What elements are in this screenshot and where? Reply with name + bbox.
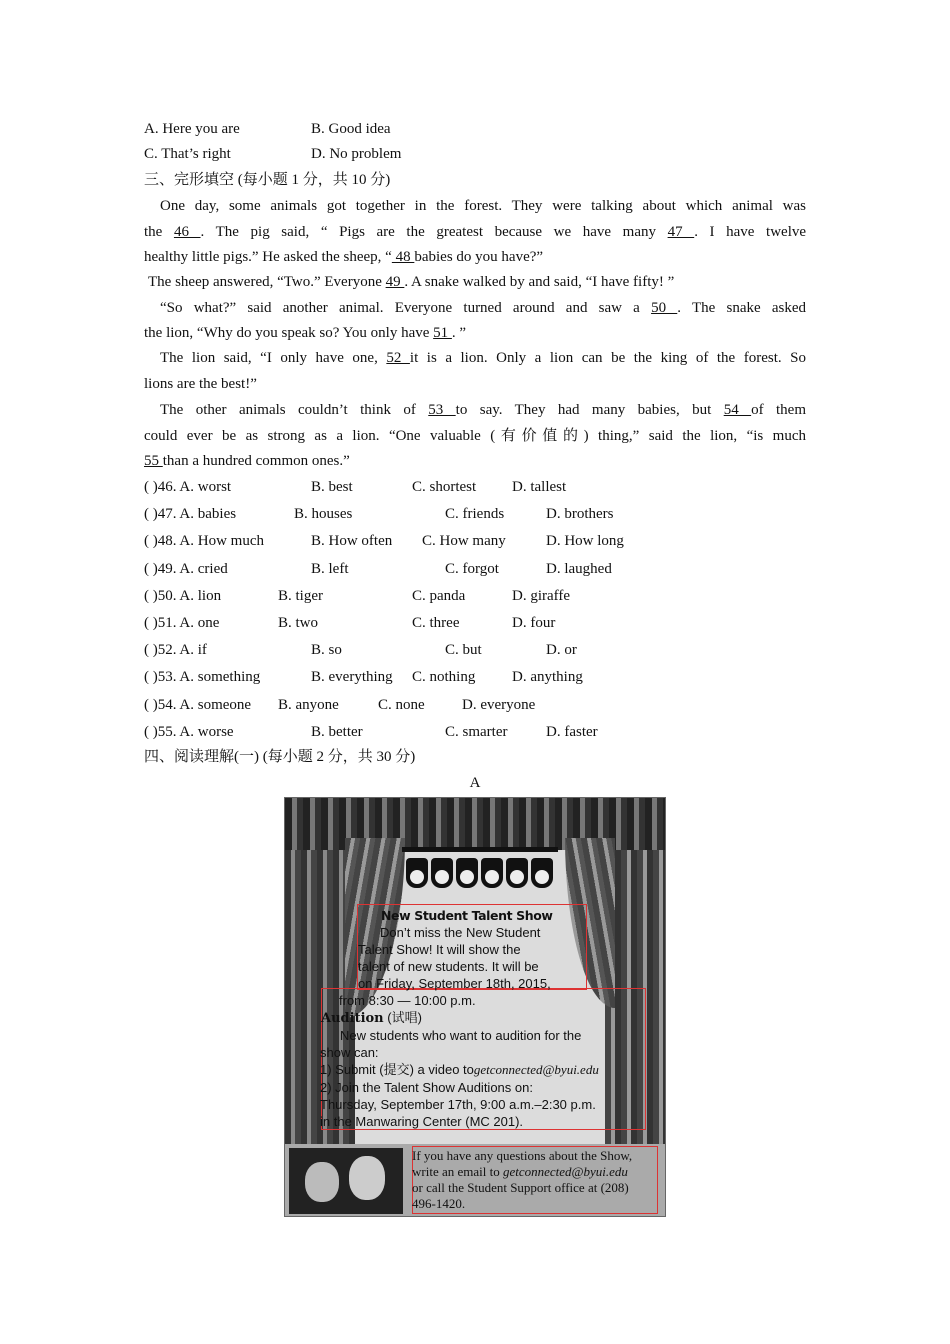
question-50-option-b: B. tiger <box>278 587 323 604</box>
blank-51: 51 <box>433 325 452 341</box>
question-49-option-a: ( )49. A. cried <box>144 560 228 577</box>
passage-letter: A <box>469 775 481 791</box>
question-54-option-c: C. none <box>378 696 425 713</box>
question-46-option-a: ( )46. A. worst <box>144 479 232 495</box>
question-52-option-c: C. but <box>445 642 482 659</box>
question-53-option-b: B. everything <box>311 669 393 686</box>
audition-line1: New students who want to audition for the <box>340 1028 582 1043</box>
blank-49: 49 <box>385 274 405 290</box>
blank-46: 46 <box>173 224 201 240</box>
passage-line-9: The other animals couldn’t think of 53 to say. They had many babies, but 54 of them <box>160 402 806 418</box>
passage-line-7: The lion said, “I only have one, 52 it is a lion. Only a lion can be the king of the forest. So <box>160 350 806 366</box>
question-47-option-b: B. houses <box>294 506 353 523</box>
blank-54: 54 <box>723 402 752 418</box>
passage-line-5: “So what?” said another animal. Everyone turned around and saw a 50 . The snake asked <box>160 300 807 316</box>
passage-line-2: the 46 . The pig said, “ Pigs are the greatest because we have many 47 . I have twelve <box>144 224 807 240</box>
question-51-option-c: C. three <box>412 615 460 631</box>
question-51-option-b: B. two <box>278 615 319 631</box>
question-46-option-c: C. shortest <box>412 479 477 495</box>
question-46-option-d: D. tallest <box>512 479 567 495</box>
question-54-option-a: ( )54. A. someone <box>144 696 252 713</box>
question-54-option-b: B. anyone <box>278 696 339 713</box>
audition-line5: Thursday, September 17th, 9:00 a.m.–2:30 p.m. <box>320 1097 596 1112</box>
passage-line-3: healthy little pigs.” He asked the sheep, “ 48 babies do you have?” <box>144 249 544 265</box>
question-52-option-a: ( )52. A. if <box>144 642 207 659</box>
poster-p1-line1: Don’t miss the New Student <box>380 925 541 940</box>
question-53-option-d: D. anything <box>512 669 583 686</box>
blank-55: 55 <box>144 453 163 469</box>
question-47-option-d: D. brothers <box>546 506 614 523</box>
section3-title: 三、完形填空 (每小题 1 分，共 10 分) <box>144 172 391 188</box>
talent-show-poster <box>284 797 666 1217</box>
muppets-photo <box>289 1148 403 1214</box>
question-55-option-b: B. better <box>311 723 363 740</box>
passage-line-6: the lion, “Why do you speak so? You only have 51 . ” <box>144 325 467 341</box>
contact-strip <box>285 1144 665 1216</box>
poster-title: New Student Talent Show <box>381 908 553 923</box>
question-48-option-a: ( )48. A. How much <box>144 533 264 550</box>
question-50-option-d: D. giraffe <box>512 587 571 604</box>
question-50-option-a: ( )50. A. lion <box>144 587 222 604</box>
question-48-option-d: D. How long <box>546 533 624 550</box>
blank-52: 52 <box>386 350 410 366</box>
passage-line-4: The sheep answered, “Two.” Everyone 49 . A snake walked by and said, “I have fifty! ” <box>148 274 675 290</box>
question-53-option-c: C. nothing <box>412 669 476 686</box>
blank-50: 50 <box>651 300 678 316</box>
audition-line2: show can: <box>320 1045 379 1060</box>
question-51-option-d: D. four <box>512 615 556 631</box>
audition-heading: Audition (试唱) <box>321 1010 422 1026</box>
section4-title: 四、阅读理解(一) (每小题 2 分，共 30 分) <box>144 749 416 765</box>
blank-48: 48 <box>391 249 415 265</box>
poster-p1-line2: Talent Show! It will show the <box>358 942 521 957</box>
top-option-b: B. Good idea <box>311 121 391 137</box>
passage-line-11: 55 than a hundred common ones.” <box>144 453 350 469</box>
top-option-a: A. Here you are <box>144 121 240 137</box>
question-50-option-c: C. panda <box>412 587 466 604</box>
question-49-option-c: C. forgot <box>445 560 499 577</box>
question-55-option-c: C. smarter <box>445 723 508 740</box>
question-47-option-c: C. friends <box>445 506 505 523</box>
audition-line3: 1) Submit (提交) a video togetconnected@byui.edu <box>320 1062 599 1077</box>
poster-p1-line4: on Friday, September 18th, 2015, <box>358 976 551 991</box>
top-option-c: C. That’s right <box>144 146 231 162</box>
question-55-option-d: D. faster <box>546 723 598 740</box>
blank-47: 47 <box>667 224 695 240</box>
blank-53: 53 <box>428 402 456 418</box>
passage-line-1: One day, some animals got together in the forest. They were talking about which animal was <box>160 198 806 214</box>
question-48-option-b: B. How often <box>311 533 393 550</box>
question-53-option-a: ( )53. A. something <box>144 669 261 686</box>
question-55-option-a: ( )55. A. worse <box>144 723 234 740</box>
passage-line-8: lions are the best!” <box>144 376 257 392</box>
question-49-option-d: D. laughed <box>546 560 612 577</box>
question-51-option-a: ( )51. A. one <box>144 615 220 631</box>
question-49-option-b: B. left <box>311 560 349 577</box>
poster-p1-line3: talent of new students. It will be <box>358 959 539 974</box>
question-47-option-a: ( )47. A. babies <box>144 506 237 523</box>
contact-email-link[interactable]: getconnected@byui.edu <box>502 1164 628 1179</box>
email-link[interactable]: getconnected@byui.edu <box>473 1062 599 1077</box>
stage-image <box>285 798 665 1144</box>
top-option-d: D. No problem <box>311 146 402 162</box>
question-52-option-d: D. or <box>546 642 577 659</box>
question-54-option-d: D. everyone <box>462 696 536 713</box>
audition-line4: 2) Join the Talent Show Auditions on: <box>320 1080 533 1095</box>
question-48-option-c: C. How many <box>422 533 506 550</box>
contact-info: If you have any questions about the Show, write an email to getconnected@byui.edu or call the Student Support office at (208) 496-1420. <box>412 1148 633 1211</box>
question-52-option-b: B. so <box>311 642 342 659</box>
passage-line-10: could ever be as strong as a lion. “One valuable (有价值的) thing,” said the lion, “is much <box>144 428 806 444</box>
spotlights-icon <box>404 852 556 892</box>
poster-p1-line5: from 8:30 — 10:00 p.m. <box>339 993 476 1008</box>
question-46-option-b: B. best <box>311 479 353 495</box>
audition-line6: in the Manwaring Center (MC 201). <box>320 1114 524 1129</box>
